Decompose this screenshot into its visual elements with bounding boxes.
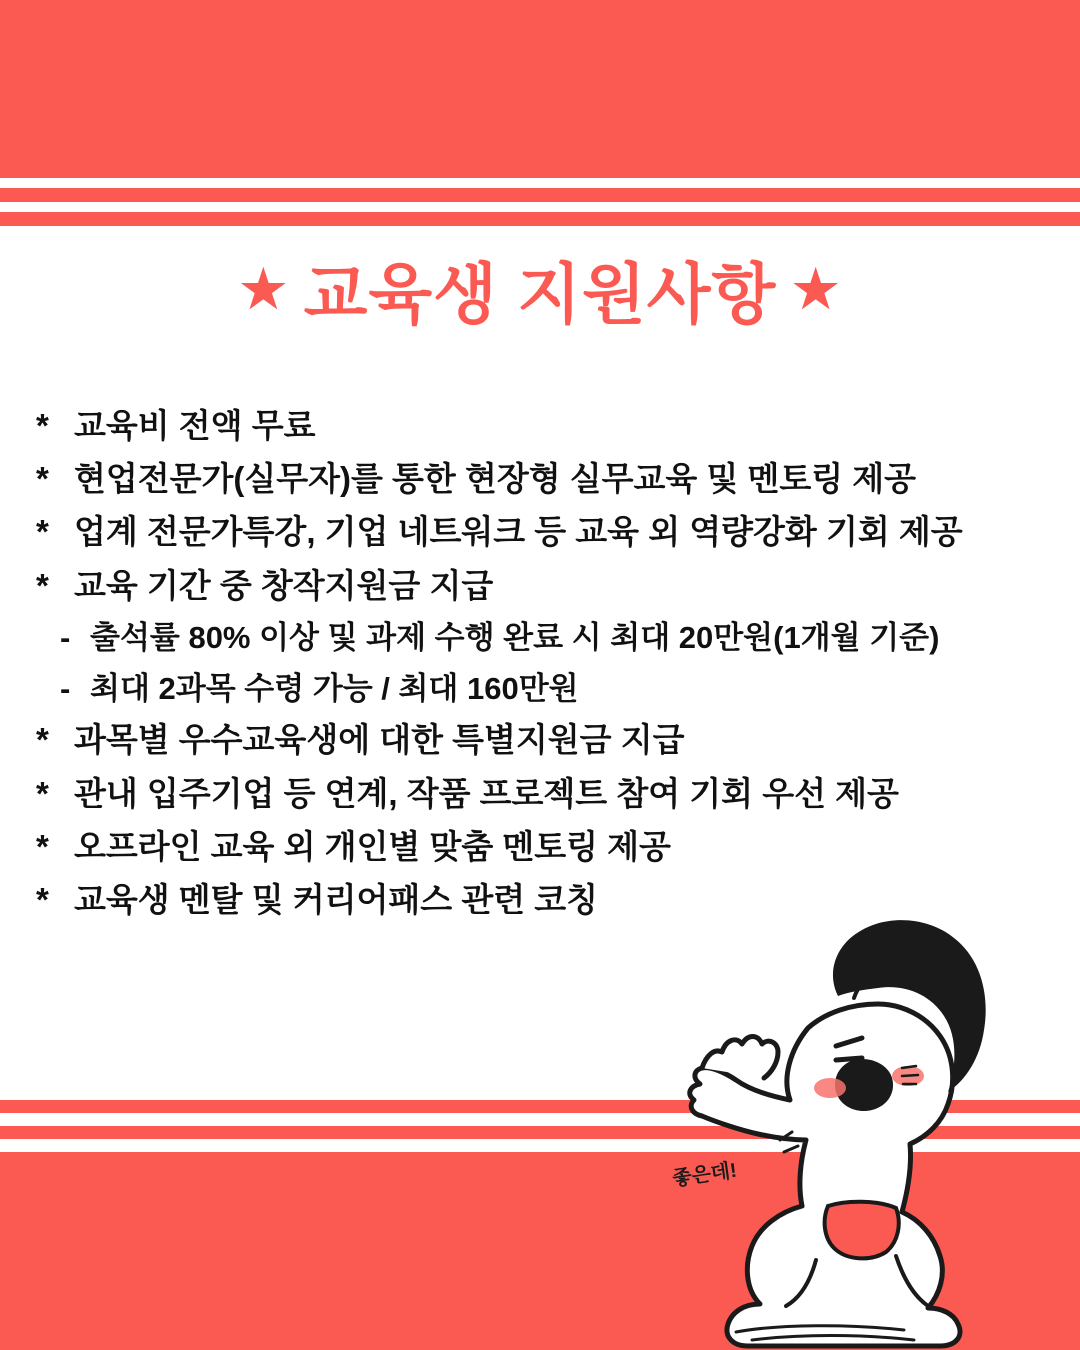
list-item — [36, 826, 1046, 868]
top-red-band — [0, 0, 1080, 178]
illustration-caption: 좋은데! — [671, 1159, 739, 1191]
list-item-label: 출석률 80% 이상 및 과제 수행 완료 시 최대 20만원(1개월 기준) — [90, 619, 940, 655]
list-item-label: 오프라인 교육 외 개인별 맞춤 멘토링 제공 — [74, 827, 671, 865]
page-title — [0, 258, 1080, 331]
list-item-label: 교육 기간 중 창작지원금 지급 — [74, 566, 494, 604]
list-item — [36, 511, 1046, 553]
list-item-marker: * — [36, 407, 49, 444]
list-item-marker: * — [36, 880, 49, 918]
list-item-marker: - — [60, 619, 71, 655]
list-item-label: 현업전문가(실무자)를 통한 현장형 실무교육 및 멘토링 제공 — [74, 460, 917, 498]
celebrating-person-illustration — [640, 900, 1070, 1350]
list-item — [36, 405, 1046, 447]
star-icon-right: ★ — [792, 261, 840, 319]
list-item-label: 업계 전문가특강, 기업 네트워크 등 교육 외 역량강화 기회 제공 — [74, 513, 963, 551]
list-item-marker: - — [60, 670, 71, 706]
list-item-marker: * — [36, 460, 49, 498]
list-item-label: 교육생 멘탈 및 커리어패스 관련 코칭 — [74, 880, 599, 918]
list-item — [36, 565, 1046, 607]
list-item — [36, 458, 1046, 500]
list-item — [36, 773, 1046, 815]
list-item-marker: * — [36, 774, 49, 812]
list-item-marker: * — [36, 827, 49, 865]
list-item-marker: * — [36, 566, 49, 604]
list-item — [36, 669, 1046, 709]
list-item-label: 최대 2과목 수령 가능 / 최대 160만원 — [90, 670, 579, 706]
list-item — [36, 618, 1046, 658]
list-item-label: 관내 입주기업 등 연계, 작품 프로젝트 참여 기회 우선 제공 — [74, 774, 899, 812]
star-icon-left: ★ — [240, 261, 288, 319]
list-item-label: 과목별 우수교육생에 대한 특별지원금 지급 — [74, 721, 685, 759]
top-divider-line-2 — [0, 212, 1080, 226]
top-divider-line-1 — [0, 188, 1080, 202]
list-item-label: 교육비 전액 무료 — [74, 407, 316, 444]
support-items-list — [36, 405, 1046, 932]
list-item-marker: * — [36, 721, 49, 759]
title-text: 교육생 지원사항 — [303, 257, 777, 331]
list-item — [36, 719, 1046, 761]
list-item-marker: * — [36, 513, 49, 551]
